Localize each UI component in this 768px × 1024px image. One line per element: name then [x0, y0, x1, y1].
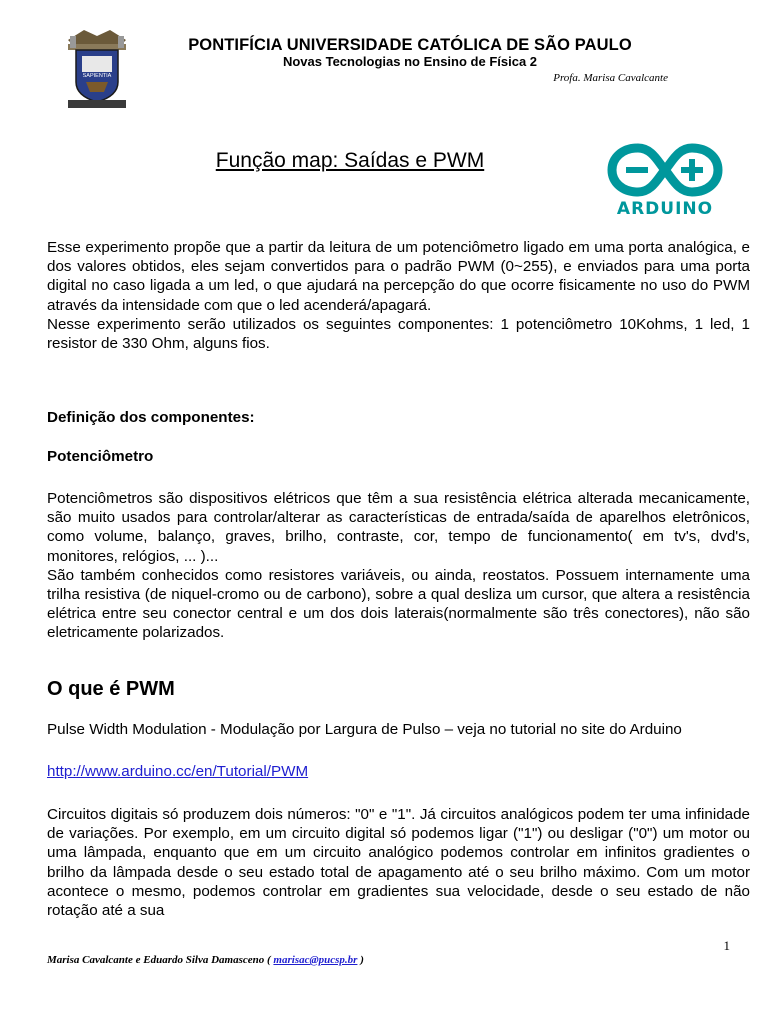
intro-text: Esse experimento propõe que a partir da leitura de um potenciômetro ligado em uma porta analógica, e dos valores obtidos, eles sejam convertidos para o padrão PWM (0~255), e enviados para uma porta digital no caso ligada a um led, o que ajudará na percepção do que ocorre fisicamente no uso do PWM através da intensidade com que o led acenderá/apagará. — [47, 239, 750, 314]
page-number: 1 — [723, 938, 730, 953]
university-crest — [64, 26, 130, 110]
footer-email-link[interactable]: marisac@pucsp.br — [273, 954, 358, 966]
potentiometer-paragraph-1: Potenciômetros são dispositivos elétricos que têm a sua resistência elétrica alterada mecanicamente, são muito usados para controlar/alterar as características de entrada/saída de aparelhos eletrônicos, como volume, balanço, graves, brilho, contraste, cor, tempo de funcionamento( em tv's, dvd's, monitores, relógios, ... )... — [47, 490, 750, 565]
pwm-paragraph: Circuitos digitais só produzem dois números: "0" e "1". Já circuitos analógicos podem ter uma infinidade de variações. Por exemplo, em um circuito digital só podemos ligar ("1") ou desligar ("0") um motor ou uma lâmpada, enquanto que em um circuito analógico podemos controlar em infinitos gradientes o brilho da lâmpada desde o seu estado total de apagamento até o seu brilho máximo. Com um motor acontece o mesmo, podemos controlar em gradientes sua velocidade, desde o seu estado de não rotação até a sua — [47, 806, 750, 920]
professor-name: Profa. Marisa Cavalcante — [553, 72, 668, 84]
arduino-logo — [606, 140, 724, 218]
pwm-heading: O que é PWM — [47, 678, 175, 700]
potentiometer-section — [47, 489, 750, 643]
course-subtitle: Novas Tecnologias no Ensino de Física 2 — [282, 54, 538, 69]
potentiometer-heading: Potenciômetro — [47, 448, 154, 465]
components-text: Nesse experimento serão utilizados os seguintes componentes: 1 potenciômetro 10Kohms, 1 led, 1 resistor de 330 Ohm, alguns fios. — [47, 315, 750, 353]
svg-text:SAPIENTIA: SAPIENTIA — [82, 73, 112, 79]
document-title: Função map: Saídas e PWM — [215, 149, 485, 172]
university-name: PONTIFÍCIA UNIVERSIDADE CATÓLICA DE SÃO PAULO — [188, 36, 632, 54]
footer-close: ) — [360, 954, 364, 966]
intro-paragraph — [47, 238, 750, 353]
pwm-intro: Pulse Width Modulation - Modulação por Largura de Pulso – veja no tutorial no site do Arduino — [47, 721, 682, 738]
footer-authors: Marisa Cavalcante e Eduardo Silva Damasceno ( — [47, 954, 271, 966]
pwm-tutorial-link[interactable]: http://www.arduino.cc/en/Tutorial/PWM — [47, 763, 309, 780]
footer — [47, 954, 364, 966]
components-heading: Definição dos componentes: — [47, 409, 255, 426]
potentiometer-paragraph-2: São também conhecidos como resistores variáveis, ou ainda, reostatos. Possuem internamente uma trilha resistiva (de niquel-cromo ou de carbono), sobre a qual desliza um cursor, que altera a resistência elétrica entre seu conector central e um dos dois laterais(normalmente são três conectores), não são eletricamente polarizados. — [47, 566, 750, 642]
svg-text:ARDUINO: ARDUINO — [616, 199, 714, 218]
